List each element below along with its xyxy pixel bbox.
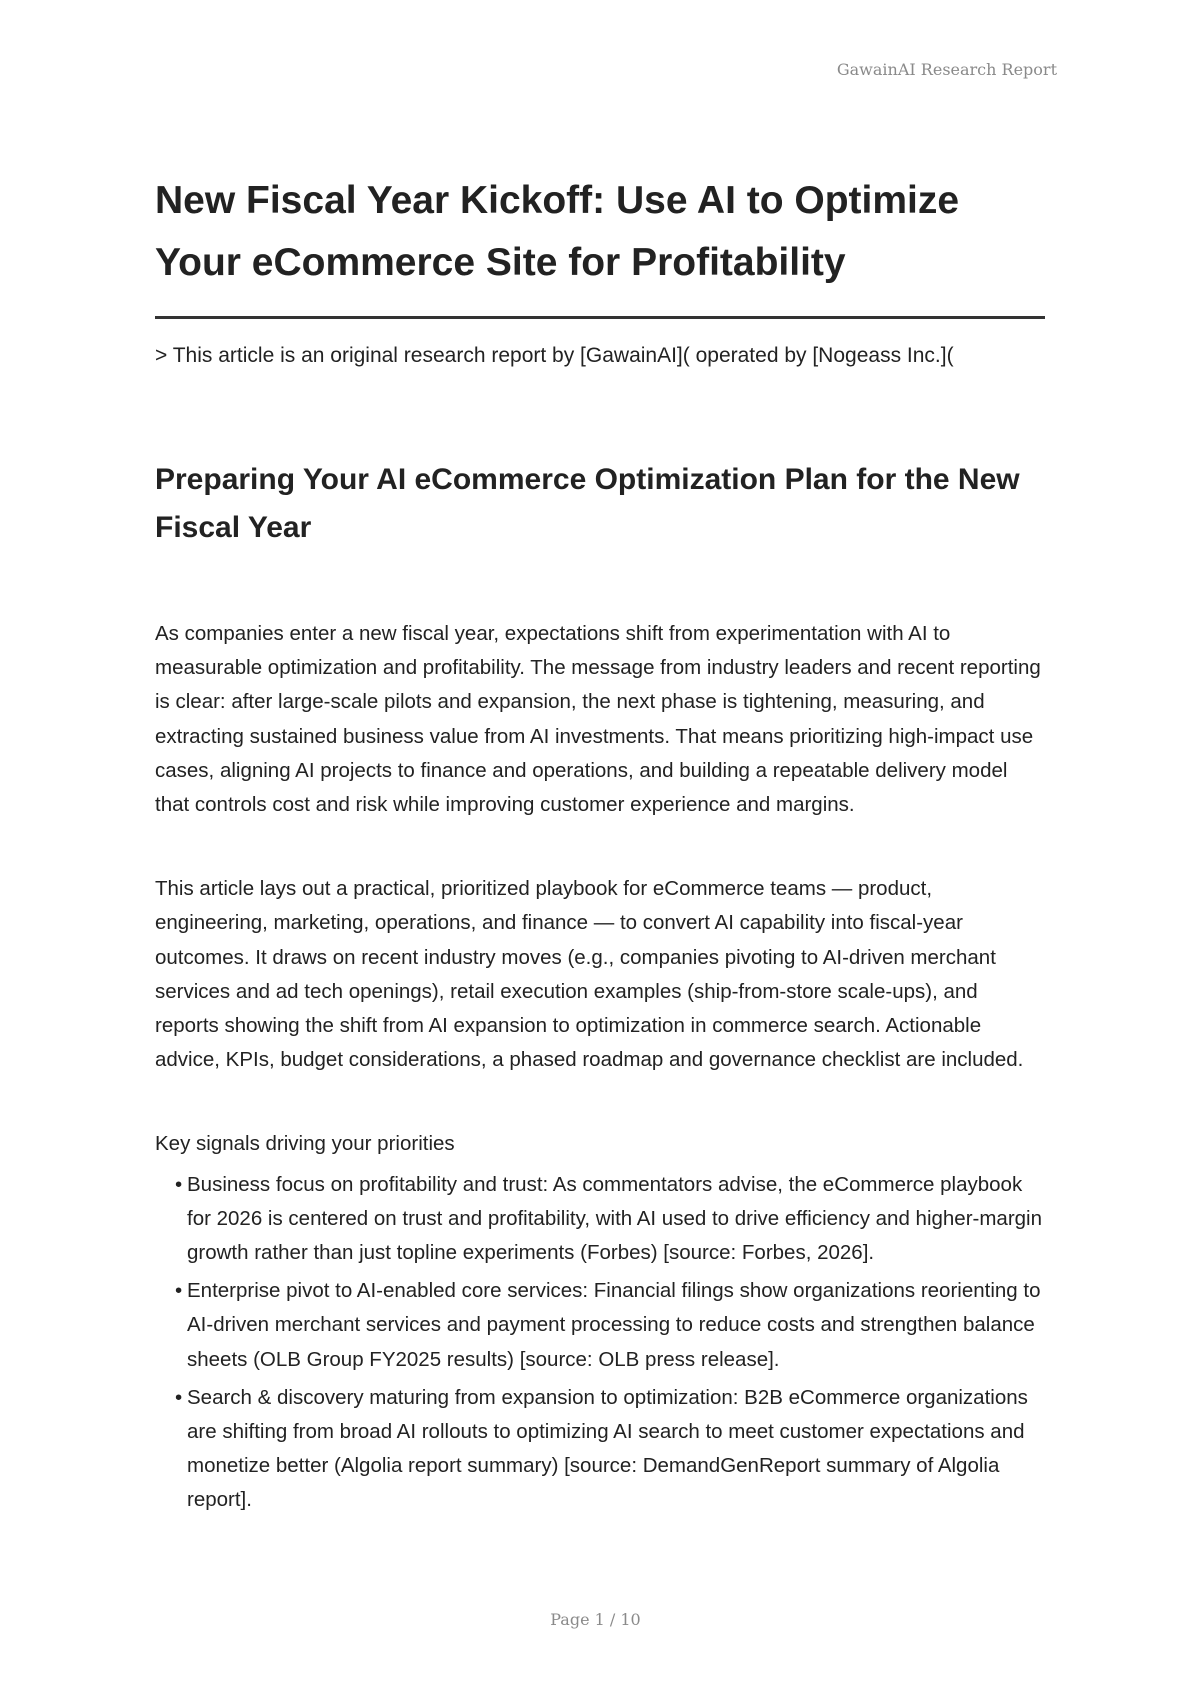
running-header: GawainAI Research Report xyxy=(836,60,1057,79)
list-item-text: Enterprise pivot to AI-enabled core services: Financial filings show organizations reorienting to AI-driven merchant services and payment processing to reduce costs and strengthen balance sheets (OLB Group FY2025 results) [source: OLB press release]. xyxy=(187,1279,1041,1371)
list-item xyxy=(175,1381,1045,1518)
paragraph-playbook: This article lays out a practical, prioritized playbook for eCommerce teams — product, engineering, marketing, operations, and finance — to convert AI capability into fiscal-year outcomes. It draws on recent industry moves (e.g., companies pivoting to AI-driven merchant services and ad tech openings), retail execution examples (ship-from-store scale-ups), and reports showing the shift from AI expansion to optimization in commerce search. Actionable advice, KPIs, budget considerations, a phased roadmap and governance checklist are included. xyxy=(155,877,1024,1072)
list-item xyxy=(175,1168,1045,1271)
list-item xyxy=(175,1274,1045,1377)
bullet-marker: • xyxy=(175,1385,183,1409)
section-heading: Preparing Your AI eCommerce Optimization Plan for the New Fiscal Year xyxy=(155,463,1020,544)
page-title: New Fiscal Year Kickoff: Use AI to Optimize Your eCommerce Site for Profitability xyxy=(155,170,1045,319)
signals-list xyxy=(155,1168,1045,1518)
bullet-marker: • xyxy=(175,1279,183,1303)
paragraph-intro: As companies enter a new fiscal year, expectations shift from experimentation with AI to measurable optimization and profitability. The message from industry leaders and recent reporting is clear: after large-scale pilots and expansion, the next phase is tightening, measuring, and extracting sustained business value from AI investments. That means prioritizing high-impact use cases, aligning AI projects to finance and operations, and building a repeatable delivery model that controls cost and risk while improving customer experience and margins. xyxy=(155,622,1041,817)
list-item-text: Business focus on profitability and trust: As commentators advise, the eCommerce playbook for 2026 is centered on trust and profitability, with AI used to drive efficiency and higher-margin growth rather than just topline experiments (Forbes) [source: Forbes, 2026]. xyxy=(187,1172,1043,1265)
article-body xyxy=(155,170,1045,1522)
page-indicator: Page 1 / 10 xyxy=(550,1610,641,1629)
signals-label: Key signals driving your priorities xyxy=(155,1132,455,1156)
bullet-marker: • xyxy=(175,1172,183,1196)
list-item-text: Search & discovery maturing from expansion to optimization: B2B eCommerce organizations are shifting from broad AI rollouts to optimizing AI search to meet customer expectations and monetize better (Algolia report summary) [source: DemandGenReport summary of Algolia report]. xyxy=(187,1385,1028,1512)
byline: > This article is an original research report by [GawainAI]( operated by [Nogeass Inc.]( xyxy=(155,344,954,367)
